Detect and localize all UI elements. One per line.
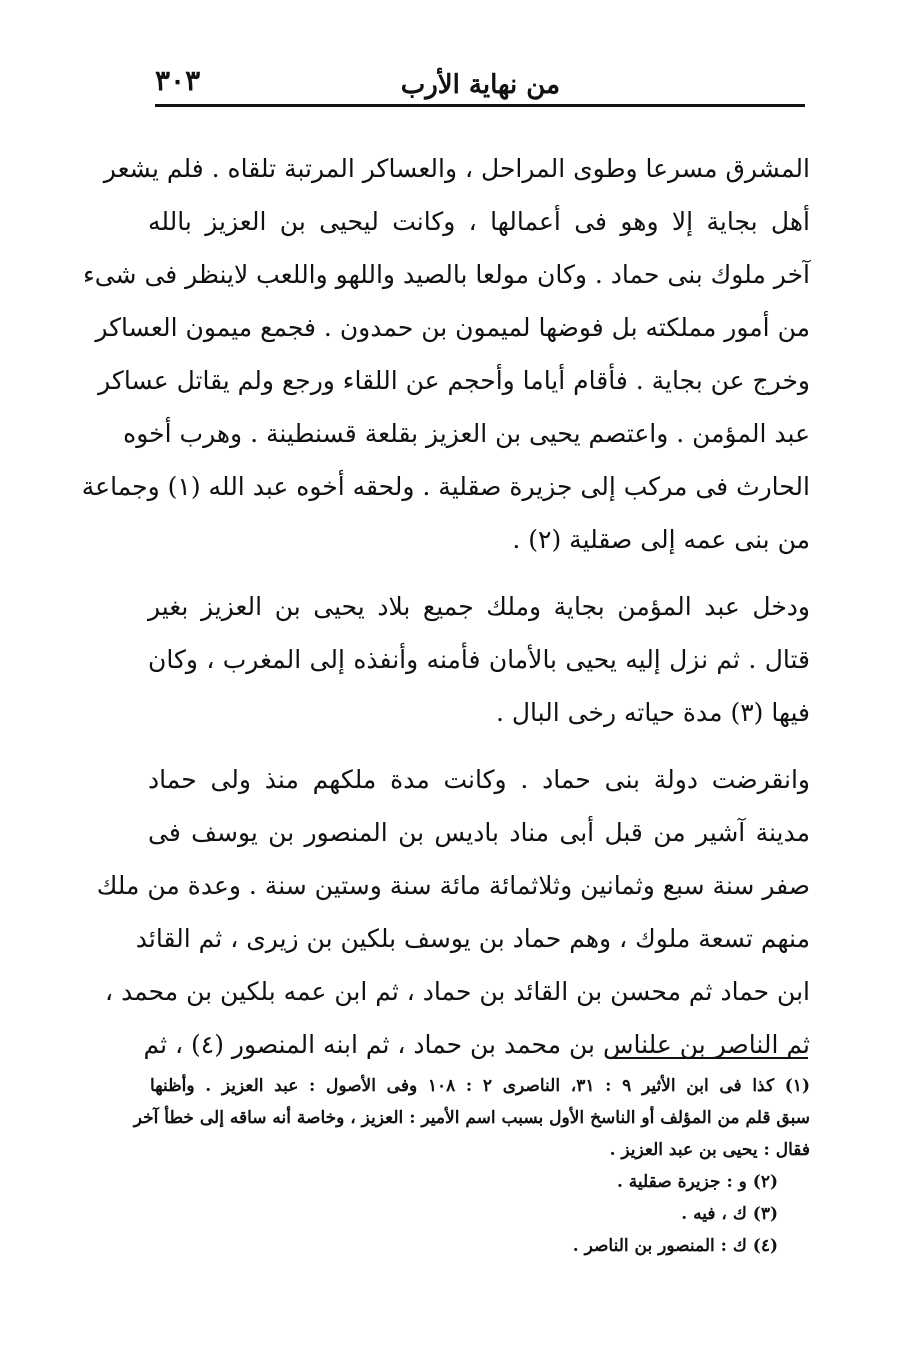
text-line: وانقرضت دولة بنى حماد . وكانت مدة ملكهم منذ ولى حماد	[148, 765, 810, 794]
footnotes	[133, 1070, 810, 1262]
footnote-1-continued: سبق قلم من المؤلف أو الناسخ الأول بسبب اسم الأمير : العزيز ، وخاصة أنه ساقه إلى خطأ آخر	[133, 1108, 810, 1128]
footnote-rule	[613, 1057, 808, 1059]
footnote-2: (٢) و : جزيرة صقلية .	[616, 1172, 778, 1192]
footnote-4: (٤) ك : المنصور بن الناصر .	[572, 1236, 778, 1256]
footnote-1-continued: فقال : يحيى بن عبد العزيز .	[609, 1140, 810, 1160]
text-line: صفر سنة سبع وثمانين وثلاثمائة مائة سنة وستين سنة . وعدة من ملك	[96, 871, 810, 900]
text-line: المشرق مسرعا وطوى المراحل ، والعساكر المرتبة تلقاه . فلم يشعر	[103, 154, 810, 183]
page-number: ٣٠٣	[155, 64, 201, 97]
text-line: ثم الناصر بن علناس بن محمد بن حماد ، ثم ابنه المنصور (٤) ، ثم	[143, 1030, 810, 1059]
text-line: الحارث فى مركب إلى جزيرة صقلية . ولحقه أخوه عبد الله (١) وجماعة	[81, 472, 810, 501]
text-line: من أمور مملكته بل فوضها لميمون بن حمدون . فجمع ميمون العساكر	[95, 313, 810, 342]
text-line: أهل بجاية إلا وهو فى أعمالها ، وكانت ليحيى بن العزيز بالله	[148, 207, 810, 236]
text-line: مدينة آشير من قبل أبى مناد باديس بن المنصور بن يوسف فى	[148, 818, 810, 847]
text-line: آخر ملوك بنى حماد . وكان مولعا بالصيد واللهو واللعب لاينظر فى شىء	[82, 260, 810, 289]
header-rule	[155, 104, 805, 107]
text-line: ودخل عبد المؤمن بجاية وملك جميع بلاد يحيى بن العزيز بغير	[148, 592, 810, 621]
running-title: من نهاية الأرب	[400, 70, 560, 100]
text-line: عبد المؤمن . واعتصم يحيى بن العزيز بقلعة قسنطينة . وهرب أخوه	[123, 419, 810, 448]
text-line: قتال . ثم نزل إليه يحيى بالأمان فأمنه وأنفذه إلى المغرب ، وكان	[148, 645, 810, 674]
paragraph-2	[148, 580, 810, 739]
page-header	[155, 62, 805, 108]
text-line: منهم تسعة ملوك ، وهم حماد بن يوسف بلكين بن زيرى ، ثم القائد	[135, 924, 810, 953]
text-line: ابن حماد ثم محسن بن القائد بن حماد ، ثم ابن عمه بلكين بن محمد ،	[105, 977, 810, 1006]
text-line: فيها (٣) مدة حياته رخى البال .	[495, 698, 810, 727]
main-text	[81, 142, 810, 1071]
paragraph-3	[96, 753, 810, 1071]
footnote-1: (١) كذا فى ابن الأثير ٩ : ٣١، الناصرى ٢ : ١٠٨ وفى الأصول : عبد العزيز . وأظنها	[150, 1076, 810, 1096]
text-line: من بنى عمه إلى صقلية (٢) .	[512, 525, 810, 554]
paragraph-1	[81, 142, 810, 566]
text-line: وخرج عن بجاية . فأقام أياما وأحجم عن اللقاء ورجع ولم يقاتل عساكر	[98, 366, 810, 395]
footnote-3: (٣) ك ، فيه .	[681, 1204, 778, 1224]
